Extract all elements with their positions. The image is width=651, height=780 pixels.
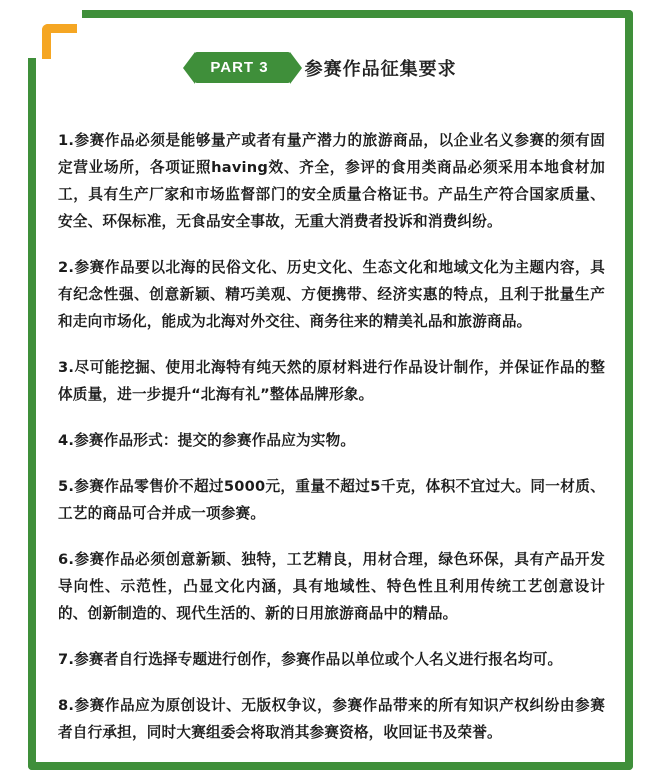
requirement-paragraph: 1.参赛作品必须是能够量产或者有量产潜力的旅游商品，以企业名义参赛的须有固定营业场所，各项证照having效、齐全，参评的食用类商品必须采用本地食材加工，具有生产厂家和市场监督部门的安全质量合格证书。产品生产符合国家质量、安全、环保标准，无食品安全事故，无重大消费者投诉和消费纠纷。: [58, 131, 605, 230]
corner-accent-mask-horizontal: [24, 6, 82, 24]
section-header: [0, 52, 651, 83]
part-badge: PART 3: [194, 52, 290, 83]
requirement-paragraph: 2.参赛作品要以北海的民俗文化、历史文化、生态文化和地域文化为主题内容，具有纪念性强、创意新颖、精巧美观、方便携带、经济实惠的特点，且利于批量生产和走向市场化，能成为北海对外交往、商务往来的精美礼品和旅游商品。: [58, 258, 605, 330]
page-title: 参赛作品征集要求: [304, 58, 457, 79]
requirement-paragraph: 8.参赛作品应为原创设计、无版权争议，参赛作品带来的所有知识产权纠纷由参赛者自行承担，同时大赛组委会将取消其参赛资格，收回证书及荣誉。: [58, 696, 605, 741]
requirements-list: [58, 112, 605, 746]
frame-border-right: [625, 10, 633, 770]
frame-border-left: [28, 10, 36, 770]
requirement-paragraph: 4.参赛作品形式：提交的参赛作品应为实物。: [58, 431, 356, 449]
requirement-paragraph: 6.参赛作品必须创意新颖、独特，工艺精良，用材合理，绿色环保，具有产品开发导向性、示范性，凸显文化内涵，具有地域性、特色性且利用传统工艺创意设计的、创新制造的、现代生活的、新的日用旅游商品中的精品。: [58, 550, 605, 622]
frame-border-top: [28, 10, 633, 18]
requirement-paragraph: 5.参赛作品零售价不超过5000元，重量不超过5千克，体积不宜过大。同一材质、工艺的商品可合并成一项参赛。: [58, 477, 605, 522]
requirement-paragraph: 3.尽可能挖掘、使用北海特有纯天然的原材料进行作品设计制作，并保证作品的整体质量，进一步提升“北海有礼”整体品牌形象。: [58, 358, 605, 403]
requirement-paragraph: 7.参赛者自行选择专题进行创作，参赛作品以单位或个人名义进行报名均可。: [58, 650, 563, 668]
frame-border-bottom: [28, 762, 633, 770]
